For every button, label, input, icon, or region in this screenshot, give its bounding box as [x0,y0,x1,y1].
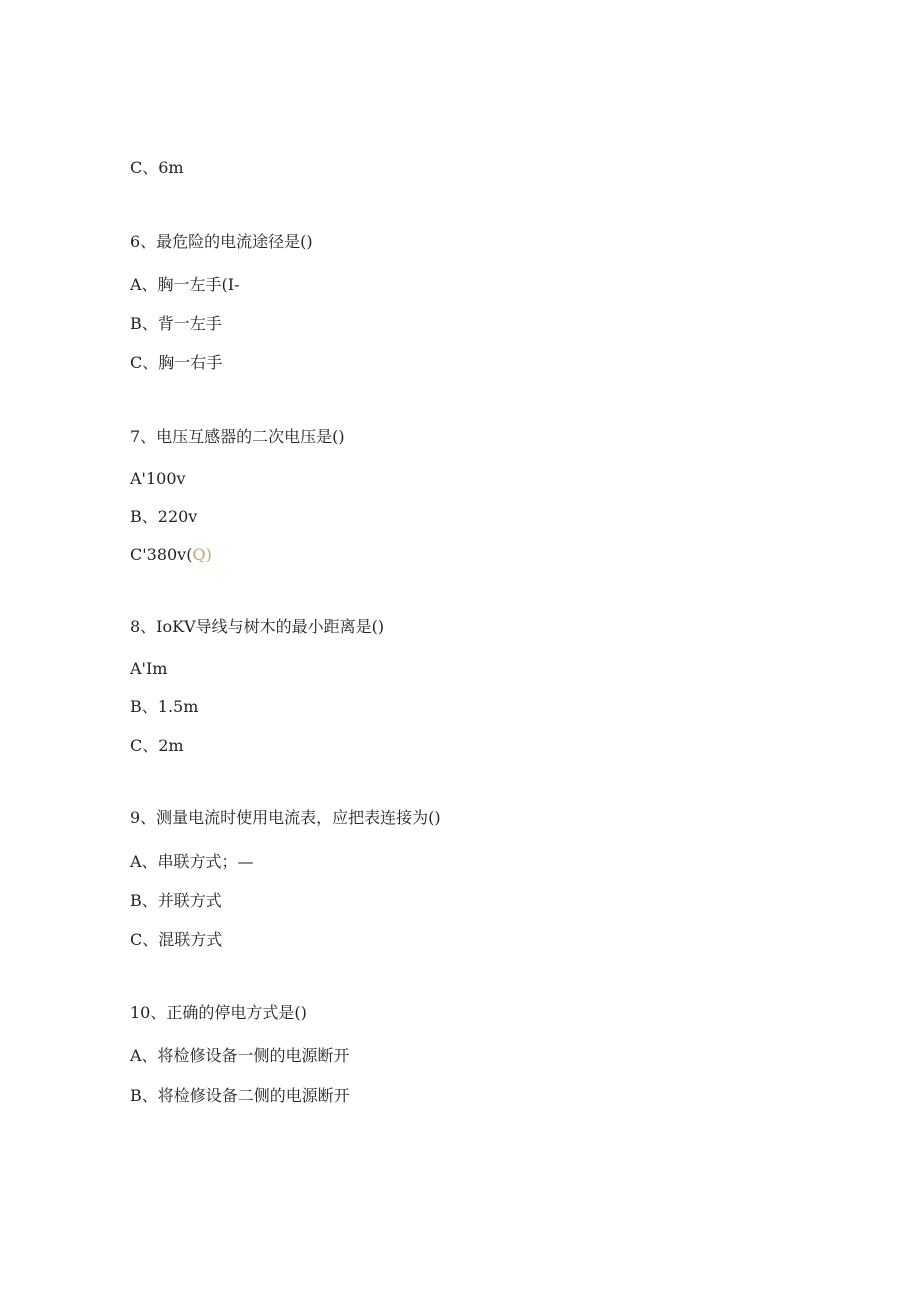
option-10b: B、将检修设备二侧的电源断开 [130,1086,350,1105]
option-6c: C、胸一右手 [130,353,223,372]
option-8b: B、1.5m [130,697,199,716]
option-7b: B、220v [130,507,198,526]
option-8c: C、2m [130,736,184,755]
question-10: 10、正确的停电方式是() [130,1003,307,1022]
option-6a: A、胸一左手(I- [130,275,240,294]
option-9b: B、并联方式 [130,891,222,910]
option-10a: A、将检修设备一侧的电源断开 [130,1046,350,1065]
option-9a: A、串联方式；— [130,852,254,871]
option-7a: A'100v [130,469,186,488]
question-9: 9、测量电流时使用电流表，应把表连接为() [130,808,441,827]
answer-mark: Q) [192,545,212,564]
option-7c [130,545,212,565]
option-6b: B、背一左手 [130,314,222,333]
question-8: 8、IoKV导线与树木的最小距离是() [130,617,385,636]
option-7c-text: C'380v( [130,545,193,564]
option-9c: C、混联方式 [130,930,223,949]
question-7: 7、电压互感器的二次电压是() [130,427,345,446]
option-5c: C、6m [130,158,184,177]
option-8a: A'Im [130,659,168,678]
question-6: 6、最危险的电流途径是() [130,232,313,251]
